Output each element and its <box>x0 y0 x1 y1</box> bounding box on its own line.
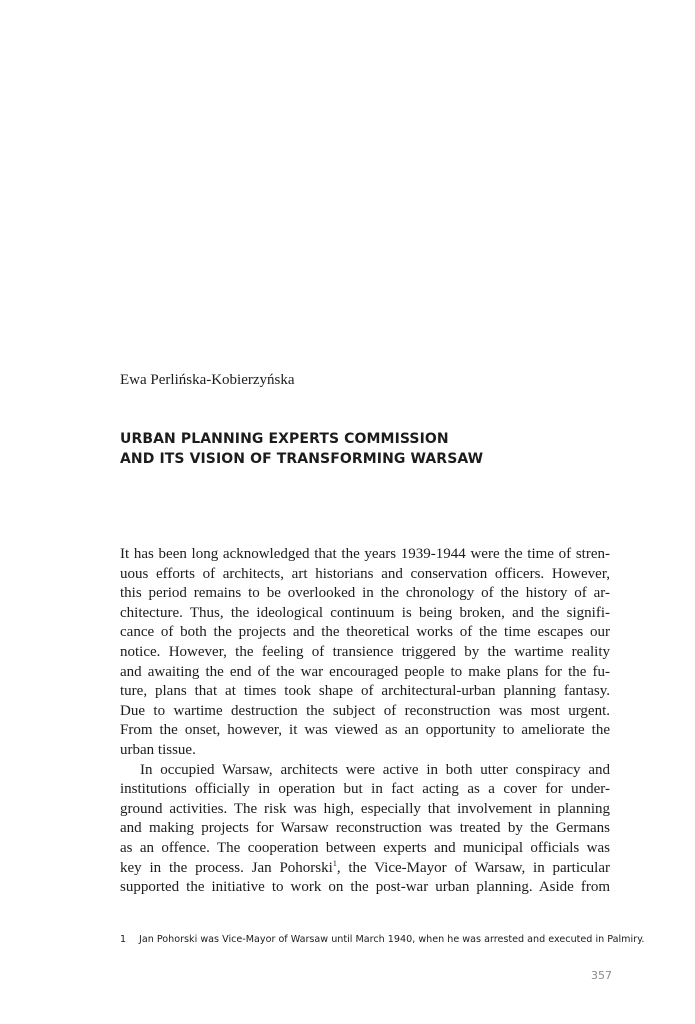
text-line: From the onset, however, it was viewed as an opportunity to ameliorate the <box>120 722 610 739</box>
article-title <box>120 429 590 469</box>
footnote-number: 1 <box>120 934 127 945</box>
text-segment: , the Vice-Mayor of Warsaw, in particular <box>336 859 610 876</box>
author-name: Ewa Perlińska-Kobierzyńska <box>120 372 295 388</box>
footnote-reference[interactable]: 1 <box>332 858 337 868</box>
footnote <box>120 933 645 947</box>
text-line: ground activities. The risk was high, especially that involvement in planning <box>120 800 610 817</box>
title-line-1: URBAN PLANNING EXPERTS COMMISSION <box>120 431 449 447</box>
text-line: urban tissue. <box>120 741 196 758</box>
text-line: notice. However, the feeling of transience triggered by the wartime reality <box>120 643 610 660</box>
footnote-text: Jan Pohorski was Vice-Mayor of Warsaw until March 1940, when he was arrested and executed in Palmiry. <box>139 934 645 945</box>
page-number: 357 <box>591 969 612 982</box>
text-segment: key in the process. Jan Pohorski <box>120 859 333 876</box>
text-line: and making projects for Warsaw reconstruction was treated by the Germans <box>120 820 610 837</box>
text-line: and awaiting the end of the war encouraged people to make plans for the fu- <box>120 663 610 680</box>
body-text <box>120 545 610 898</box>
text-line: as an offence. The cooperation between experts and municipal officials was <box>120 839 610 856</box>
text-line-with-footnote <box>120 859 610 879</box>
text-line: Due to wartime destruction the subject of reconstruction was most urgent. <box>120 702 610 719</box>
text-line: In occupied Warsaw, architects were active in both utter conspiracy and <box>140 761 610 778</box>
text-line: ture, plans that at times took shape of architectural-urban planning fantasy. <box>120 683 610 700</box>
text-line: chitecture. Thus, the ideological continuum is being broken, and the signifi- <box>120 604 610 621</box>
text-line: this period remains to be overlooked in the chronology of the history of ar- <box>120 585 610 602</box>
text-line: supported the initiative to work on the post-war urban planning. Aside from <box>120 879 610 896</box>
title-line-2: AND ITS VISION OF TRANSFORMING WARSAW <box>120 451 484 467</box>
text-line: institutions officially in operation but in fact acting as a cover for under- <box>120 781 610 798</box>
text-line: cance of both the projects and the theoretical works of the time escapes our <box>120 624 610 641</box>
text-line: It has been long acknowledged that the years 1939-1944 were the time of stren- <box>120 546 610 562</box>
text-line: uous efforts of architects, art historians and conservation officers. However, <box>120 565 610 582</box>
